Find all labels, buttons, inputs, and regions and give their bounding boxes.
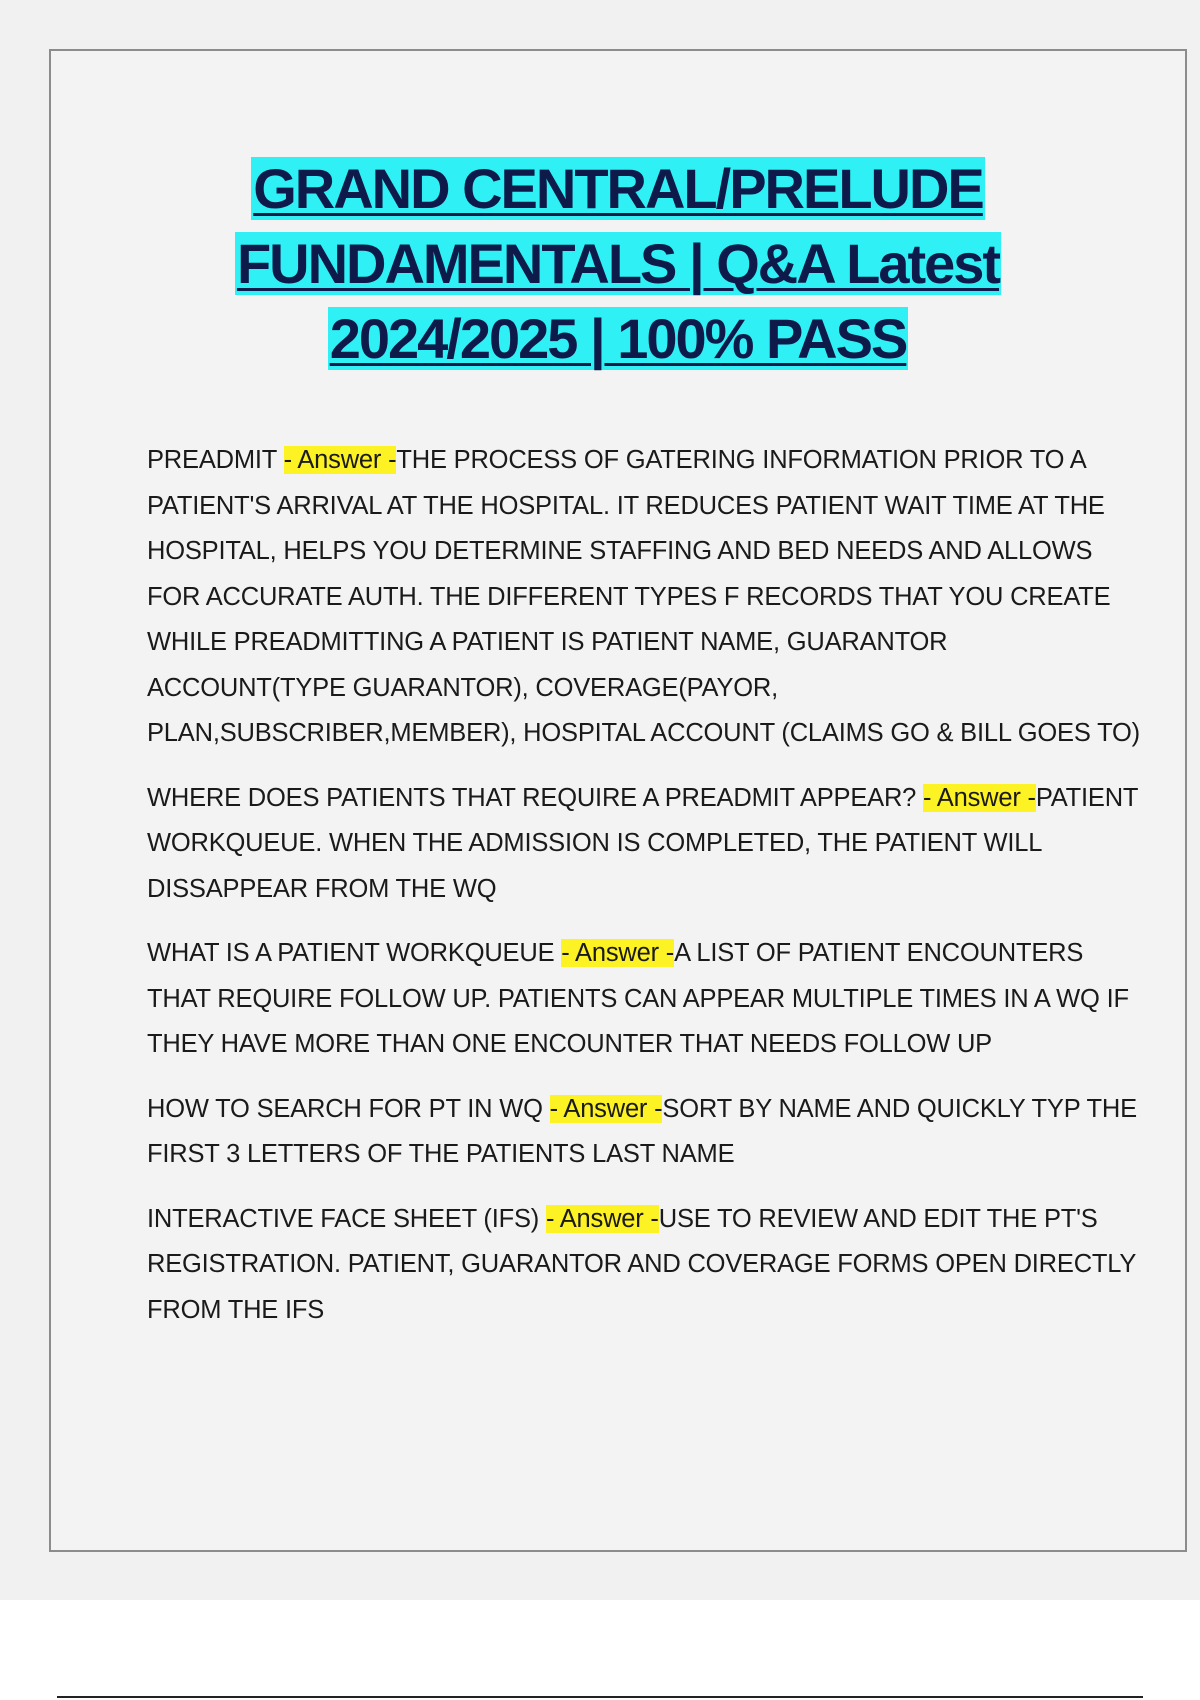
qa-item-workqueue: [147, 931, 1147, 1068]
qa-question: WHAT IS A PATIENT WORKQUEUE: [147, 939, 562, 967]
answer-marker: - Answer -: [923, 783, 1036, 812]
qa-answer: PATIENT WORKQUEUE. WHEN THE ADMISSION IS COMPLETED, THE PATIENT WILL DISSAPPEAR FROM THE WQ: [147, 783, 1138, 903]
qa-answer: USE TO REVIEW AND EDIT THE PT'S REGISTRATION. PATIENT, GUARANTOR AND COVERAGE FORMS OPEN DIRECTLY FROM THE IFS: [147, 1204, 1136, 1324]
answer-marker: - Answer -: [561, 939, 675, 967]
qa-list: [147, 438, 1147, 1352]
qa-question: HOW TO SEARCH FOR PT IN WQ: [147, 1094, 550, 1123]
qa-question: WHERE DOES PATIENTS THAT REQUIRE A PREADMIT APPEAR?: [147, 783, 924, 812]
qa-answer: A LIST OF PATIENT ENCOUNTERS THAT REQUIRE FOLLOW UP. PATIENTS CAN APPEAR MULTIPLE TIMES IN A WQ IF THEY HAVE MORE THAN ONE ENCOUNTER THAT NEEDS FOLLOW UP: [147, 939, 1129, 1058]
page-bottom-divider: [57, 1696, 1143, 1698]
document-title: [51, 151, 1185, 376]
title-line-1: GRAND CENTRAL/PRELUDE: [253, 157, 983, 220]
page-border: [49, 49, 1187, 1552]
qa-answer: THE PROCESS OF GATERING INFORMATION PRIOR TO A PATIENT'S ARRIVAL AT THE HOSPITAL. IT REDUCES PATIENT WAIT TIME AT THE HOSPITAL, HELPS YOU DETERMINE STAFFING AND BED NEEDS AND ALLOWS FOR ACCURATE AUTH. THE DIFFERENT TYPES F RECORDS THAT YOU CREATE WHILE PREADMITTING A PATIENT IS PATIENT NAME, GUARANTOR ACCOUNT(TYPE GUARANTOR), COVERAGE(PAYOR, PLAN,SUBSCRIBER,MEMBER), HOSPITAL ACCOUNT (CLAIMS GO & BILL GOES TO): [147, 446, 1140, 747]
qa-question: INTERACTIVE FACE SHEET (IFS): [147, 1204, 546, 1233]
qa-item-preadmit-location: [147, 776, 1147, 913]
title-line-3: 2024/2025 | 100% PASS: [329, 307, 907, 370]
qa-answer: SORT BY NAME AND QUICKLY TYP THE FIRST 3 LETTERS OF THE PATIENTS LAST NAME: [147, 1094, 1137, 1168]
qa-question: PREADMIT: [147, 446, 284, 474]
answer-marker: - Answer -: [549, 1094, 663, 1123]
answer-marker: - Answer -: [545, 1204, 659, 1233]
qa-item-face-sheet: [147, 1197, 1147, 1334]
qa-item-search-wq: [147, 1087, 1147, 1178]
qa-item-preadmit: [147, 438, 1147, 757]
title-line-2: FUNDAMENTALS | Q&A Latest: [236, 232, 1000, 295]
answer-marker: - Answer -: [283, 446, 397, 474]
